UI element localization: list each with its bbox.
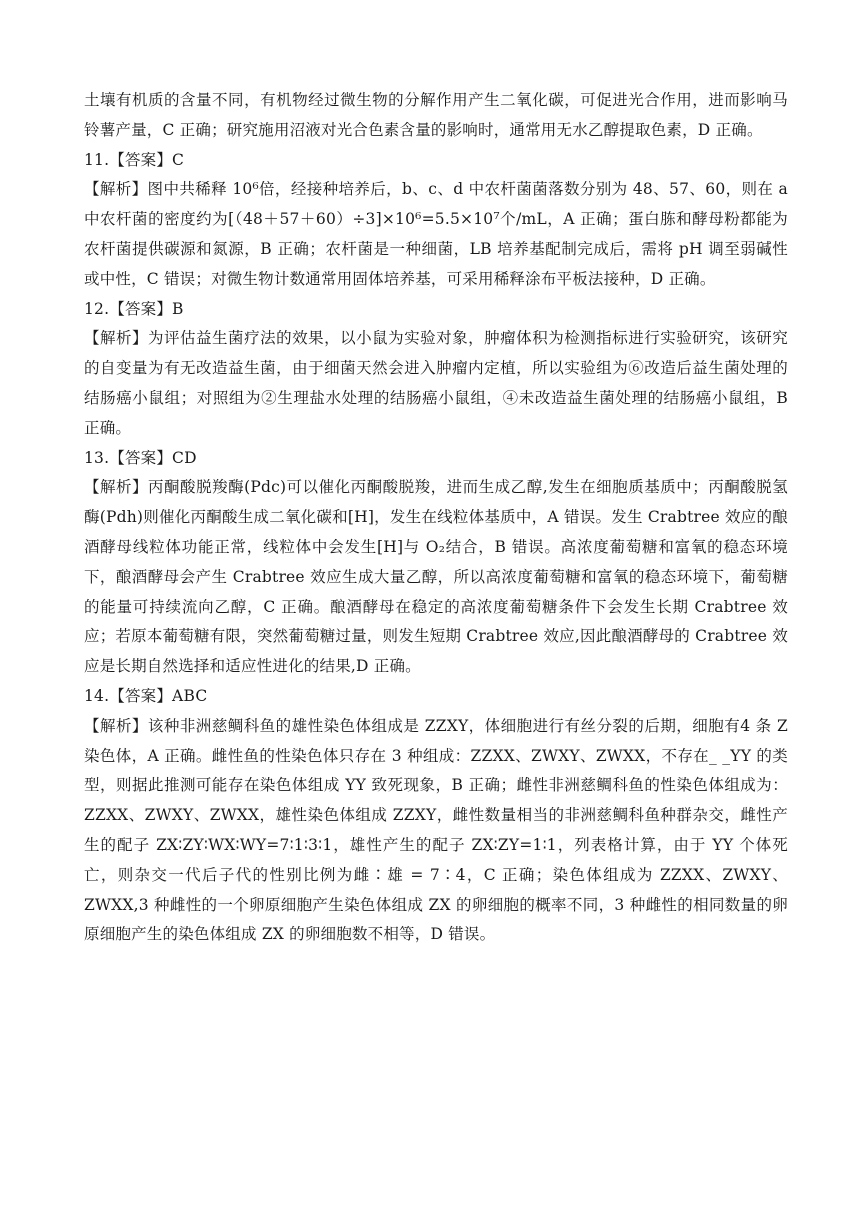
explanation-14: 【解析】该种非洲慈鲷科鱼的雄性染色体组成是 ZZXY，体细胞进行有丝分裂的后期，细胞有4 条 Z 染色体，A 正确。雌性鱼的性染色体只存在 3 种组成：ZZXX、ZWXY、ZWXX，不存在_ _YY 的类型，则据此推测可能存在染色体组成 YY 致死现象，B 正确；雌性非洲慈鲷科鱼的性染色体组成为：ZZXX、ZWXY、ZWXX，雄性染色体组成 ZZXY，雌性数量相当的非洲慈鲷科鱼种群杂交，雌性产生的配子 ZX∶ZY∶WX∶WY=7∶1∶3∶1，雄性产生的配子 ZX∶ZY=1∶1，列表格计算，由于 YY 个体死亡，则杂交一代后子代的性别比例为雌∶雄 = 7∶4，C 正确；染色体组成为 ZZXX、ZWXY、ZWXX,3 种雌性的一个卵原细胞产生染色体组成 ZX 的卵细胞的概率不同，3 种雌性的相同数量的卵原细胞产生的染色体组成 ZX 的卵细胞数不相等，D 错误。 xyxy=(84,716,788,944)
answer-heading-12: 12.【答案】B xyxy=(84,299,184,318)
explanation-13: 【解析】丙酮酸脱羧酶(Pdc)可以催化丙酮酸脱羧，进而生成乙醇,发生在细胞质基质中；丙酮酸脱氢酶(Pdh)则催化丙酮酸生成二氧化碳和[H]，发生在线粒体基质中，A 错误。发生 Crabtree 效应的酿酒酵母线粒体功能正常，线粒体中会发生[H]与 O₂结合，B 错误。高浓度葡萄糖和富氧的稳态环境下，酿酒酵母会产生 Crabtree 效应生成大量乙醇，所以高浓度葡萄糖和富氧的稳态环境下，葡萄糖的能量可持续流向乙醇，C 正确。酿酒酵母在稳定的高浓度葡萄糖条件下会发生长期 Crabtree 效应；若原本葡萄糖有限，突然葡萄糖过量，则发生短期 Crabtree 效应,因此酿酒酵母的 Crabtree 效应是长期自然选择和适应性进化的结果,D 正确。 xyxy=(84,478,788,676)
answer-heading-14: 14.【答案】ABC xyxy=(84,686,208,705)
explanation-12: 【解析】为评估益生菌疗法的效果，以小鼠为实验对象，肿瘤体积为检测指标进行实验研究，该研究的自变量为有无改造益生菌，由于细菌天然会进入肿瘤内定植，所以实验组为⑥改造后益生菌处理的结肠癌小鼠组；对照组为②生理盐水处理的结肠癌小鼠组，④未改造益生菌处理的结肠癌小鼠组，B 正确。 xyxy=(84,329,788,437)
intro-paragraph: 土壤有机质的含量不同，有机物经过微生物的分解作用产生二氧化碳，可促进光合作用，进而影响马铃薯产量，C 正确；研究施用沼液对光合色素含量的影响时，通常用无水乙醇提取色素，D 正确。 xyxy=(84,91,788,139)
explanation-11: 【解析】图中共稀释 10⁶倍，经接种培养后，b、c、d 中农杆菌菌落数分别为 48、57、60，则在 a 中农杆菌的密度约为[（48＋57＋60）÷3]×10⁶=5.5×10⁷个/mL，A 正确；蛋白胨和酵母粉都能为农杆菌提供碳源和氮源，B 正确；农杆菌是一种细菌，LB 培养基配制完成后，需将 pH 调至弱碱性或中性，C 错误；对微生物计数通常用固体培养基，可采用稀释涂布平板法接种，D 正确。 xyxy=(84,180,788,288)
answer-heading-13: 13.【答案】CD xyxy=(84,448,197,467)
document-page xyxy=(84,86,788,950)
answer-heading-11: 11.【答案】C xyxy=(84,150,185,169)
